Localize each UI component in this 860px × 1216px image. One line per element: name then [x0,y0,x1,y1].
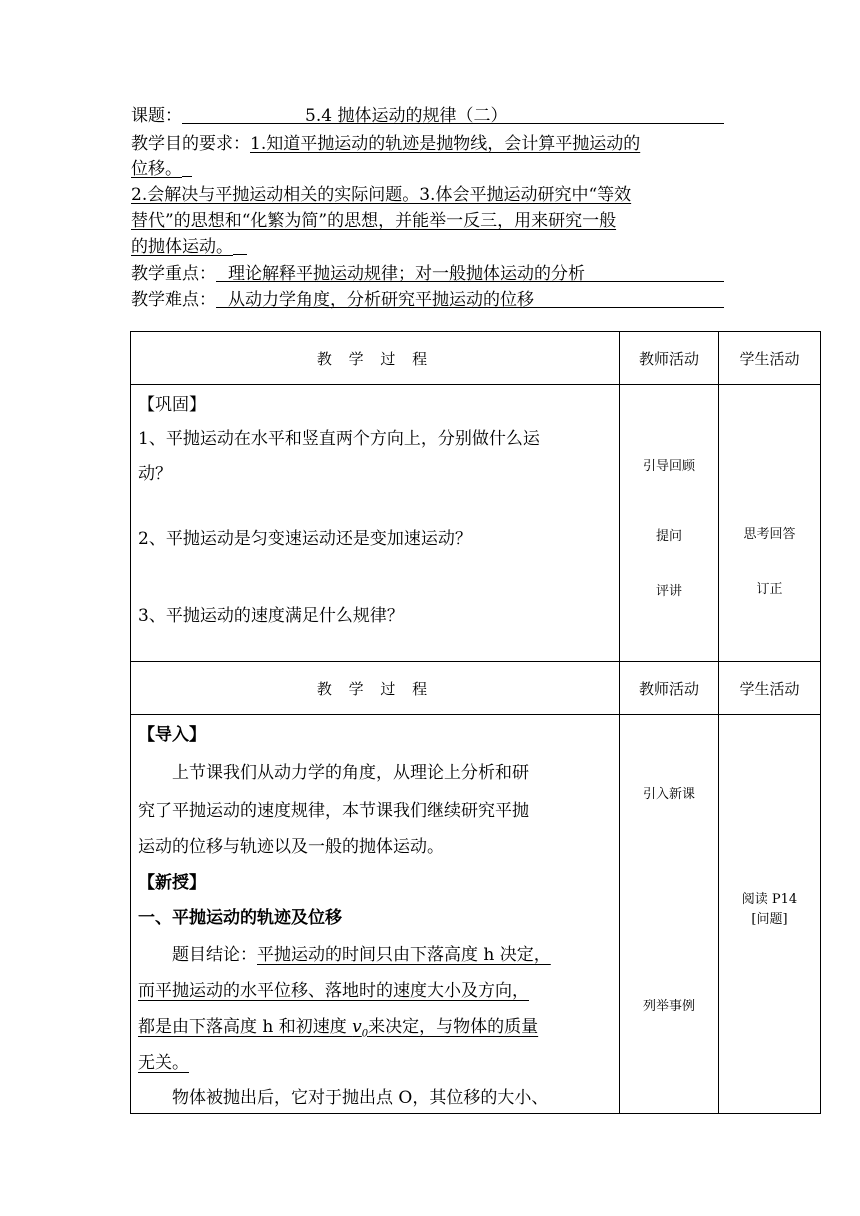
conclusion-line-2 [138,977,613,1005]
objectives-line-4 [131,209,731,233]
objectives-text-3: 2.会解决与平抛运动相关的实际问题。3.体会平抛运动研究中“等效 [131,185,632,205]
header-process: 教 学 过 程 [131,662,620,715]
teacher-activity: 列举事例 [642,999,695,1014]
header-student: 学生活动 [719,332,821,385]
question-3: 3、平抛运动的速度满足什么规律？ [138,606,404,626]
table-header-row [131,332,821,385]
teacher-activity: 提问 [655,529,682,544]
key-point-label: 教学重点： [131,264,216,284]
section-heading: 一、平抛运动的轨迹及位移 [138,908,342,928]
objectives-line-3 [131,183,731,207]
table-header-row-2 [131,662,821,715]
intro-heading: 【导入】 [138,725,206,745]
title-line [131,104,731,128]
objectives-text-5: 的抛体运动。 [131,237,233,257]
difficulty-label: 教学难点： [131,290,216,310]
question-1-line-1: 1、平抛运动在水平和竖直两个方向上，分别做什么运 [138,429,540,449]
consolidation-student-cell [719,385,821,662]
underline-pad [182,157,192,177]
consolidation-teacher-cell [620,385,719,662]
key-point-underline [216,262,724,282]
teacher-activity: 引入新课 [642,787,695,802]
conclusion-text-2: 而平抛运动的水平位移、落地时的速度大小及方向， [138,981,529,1001]
conclusion-line-4 [138,1049,613,1077]
conclusion-text-3b: 来决定，与物体的质量 [368,1017,539,1037]
difficulty-underline [216,288,724,308]
underline-pad [233,235,247,255]
student-activity: 思考回答 [743,527,796,542]
new-lesson-student-cell [719,715,821,1114]
intro-line-1: 上节课我们从动力学的角度，从理论上分析和研 [172,763,529,783]
intro-line-3: 运动的位移与轨迹以及一般的抛体运动。 [138,837,444,857]
title-label: 课题： [131,106,182,126]
student-activity: 阅读 P14 [741,892,798,907]
question-2: 2、平抛运动是匀变速运动还是变加速运动？ [138,529,472,549]
conclusion-line-1 [138,941,613,969]
new-lesson-row [131,715,821,1114]
consolidation-row [131,385,821,662]
objectives-line-5 [131,235,731,259]
student-activity: 订正 [756,582,783,597]
key-point-text: 理论解释平抛运动规律；对一般抛体运动的分析 [228,264,585,284]
header-process: 教 学 过 程 [131,332,620,385]
teacher-activity: 引导回顾 [642,459,695,474]
conclusion-text-3a: 都是由下落高度 h 和初速度 [138,1017,353,1037]
student-activity: [问题] [751,912,788,927]
objectives-line-2 [131,157,731,181]
objectives-text-1: 1.知道平抛运动的轨迹是抛物线，会计算平抛运动的 [250,134,641,154]
consolidation-heading: 【巩固】 [138,395,206,415]
displacement-line: 物体被抛出后，它对于抛出点 O，其位移的大小、 [172,1088,549,1108]
teacher-activity: 评讲 [655,584,682,599]
header-student: 学生活动 [719,662,821,715]
title-underline [182,104,724,124]
objectives-text-4: 替代”的思想和“化繁为简”的思想，并能举一反三，用来研究一般 [131,211,617,231]
conclusion-text-4: 无关。 [138,1053,189,1073]
difficulty-line [131,288,731,312]
header-teacher: 教师活动 [620,332,719,385]
objectives-label: 教学目的要求： [131,134,250,154]
intro-line-2: 究了平抛运动的速度规律，本节课我们继续研究平抛 [138,801,529,821]
new-lesson-cell [131,715,620,1114]
objectives-line-1 [131,132,731,156]
key-point-line [131,262,731,286]
conclusion-text-1: 平抛运动的时间只由下落高度 h 决定， [257,945,551,965]
lesson-title: 5.4 抛体运动的规律（二） [305,106,508,126]
conclusion-line-3 [138,1013,613,1048]
new-lesson-heading: 【新授】 [138,873,206,893]
initial-velocity-symbol: $v_0$ [352,1017,369,1040]
question-1-line-2: 动？ [138,464,172,484]
header-teacher: 教师活动 [620,662,719,715]
objectives-text-2: 位移。 [131,159,182,179]
difficulty-text: 从动力学角度，分析研究平抛运动的位移 [228,290,534,310]
consolidation-cell [131,385,620,662]
lesson-table [130,331,821,1114]
new-lesson-teacher-cell [620,715,719,1114]
conclusion-label: 题目结论： [172,945,257,965]
